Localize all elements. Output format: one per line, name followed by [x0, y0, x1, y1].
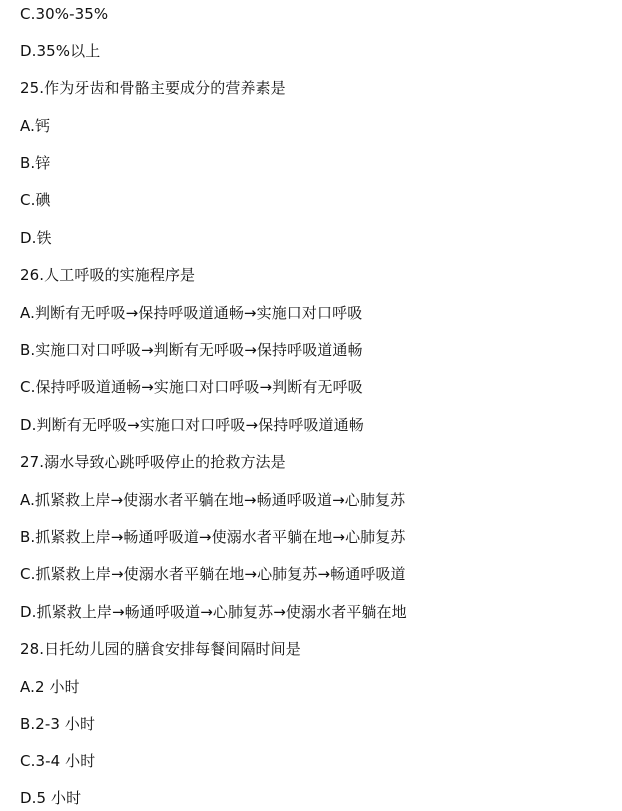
option-25-c: C.碘 — [20, 191, 51, 209]
option-26-d: D.判断有无呼吸→实施口对口呼吸→保持呼吸道通畅 — [20, 416, 364, 434]
option-25-a: A.钙 — [20, 117, 51, 135]
option-25-b: B.锌 — [20, 154, 51, 172]
question-26: 26.人工呼吸的实施程序是 — [20, 266, 196, 284]
option-27-a: A.抓紧救上岸→使溺水者平躺在地→畅通呼吸道→心肺复苏 — [20, 491, 406, 509]
option-26-a: A.判断有无呼吸→保持呼吸道通畅→实施口对口呼吸 — [20, 304, 363, 322]
option-24-c: C.30%-35% — [20, 5, 109, 23]
option-28-b: B.2-3 小时 — [20, 715, 96, 733]
option-25-d: D.铁 — [20, 229, 52, 247]
option-26-c: C.保持呼吸道通畅→实施口对口呼吸→判断有无呼吸 — [20, 378, 363, 396]
option-27-d: D.抓紧救上岸→畅通呼吸道→心肺复苏→使溺水者平躺在地 — [20, 603, 407, 621]
option-28-c: C.3-4 小时 — [20, 752, 96, 770]
option-26-b: B.实施口对口呼吸→判断有无呼吸→保持呼吸道通畅 — [20, 341, 363, 359]
option-27-b: B.抓紧救上岸→畅通呼吸道→使溺水者平躺在地→心肺复苏 — [20, 528, 406, 546]
option-27-c: C.抓紧救上岸→使溺水者平躺在地→心肺复苏→畅通呼吸道 — [20, 565, 406, 583]
question-27: 27.溺水导致心跳呼吸停止的抢救方法是 — [20, 453, 286, 471]
question-28: 28.日托幼儿园的膳食安排每餐间隔时间是 — [20, 640, 301, 658]
option-28-d: D.5 小时 — [20, 789, 82, 807]
question-25: 25.作为牙齿和骨骼主要成分的营养素是 — [20, 79, 286, 97]
option-28-a: A.2 小时 — [20, 678, 80, 696]
option-24-d: D.35%以上 — [20, 42, 101, 60]
